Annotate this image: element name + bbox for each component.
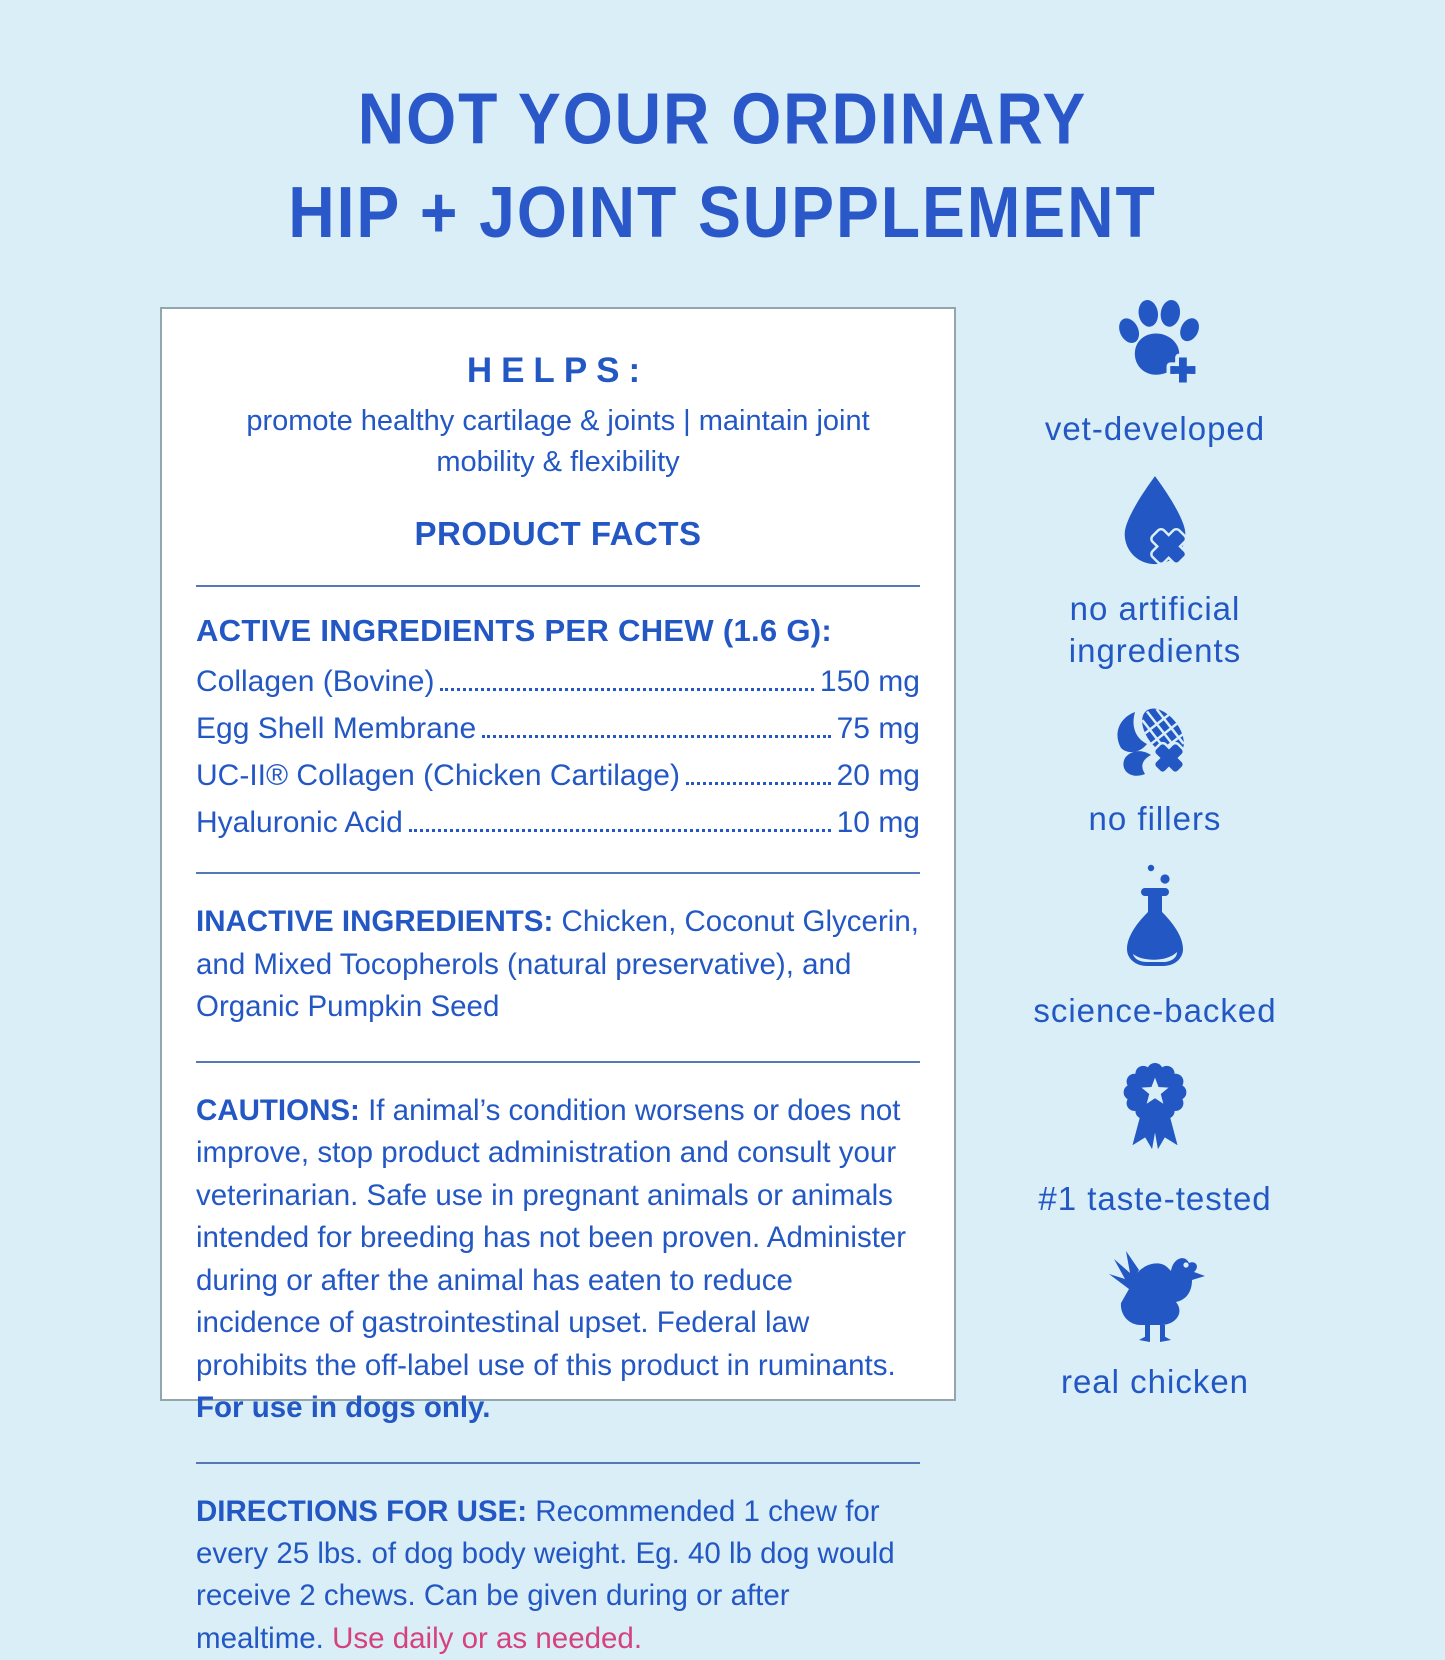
directions-text: Recommended 1 chew for every 25 lbs. of dog body weight. Eg. 40 lb dog would receive 2 chews. Can be given during or after mealtime. [196, 1495, 895, 1655]
directions-paragraph [196, 1491, 920, 1660]
divider [196, 872, 920, 874]
paw-plus-icon [1105, 298, 1205, 394]
inactive-ingredients-text: Chicken, Coconut Glycerin, and Mixed Tocopherols (natural preservative), and Organic Pumpkin Seed [196, 905, 919, 1023]
feature-label: #1 taste-tested [1038, 1178, 1271, 1219]
ingredient-name: UC-II® Collagen (Chicken Cartilage) [196, 759, 680, 793]
divider [196, 585, 920, 587]
product-facts-heading: PRODUCT FACTS [196, 515, 920, 553]
ingredient-row [196, 759, 920, 793]
divider [196, 1061, 920, 1063]
ingredient-value: 20 mg [837, 759, 920, 793]
ingredient-row [196, 712, 920, 746]
directions-highlight-text: Use daily or as needed. [332, 1622, 642, 1655]
droplet-x-icon [1111, 472, 1199, 574]
feature-vet-developed [1045, 298, 1265, 449]
feature-science-backed [1033, 862, 1276, 1031]
flask-icon [1105, 862, 1205, 976]
inactive-ingredients-paragraph [196, 901, 920, 1028]
ingredient-row [196, 806, 920, 840]
feature-column [985, 298, 1325, 1425]
helps-heading: HELPS: [196, 351, 920, 391]
ingredient-value: 150 mg [820, 665, 920, 699]
product-facts-panel [160, 307, 956, 1401]
ingredient-value: 75 mg [837, 712, 920, 746]
ingredient-name: Egg Shell Membrane [196, 712, 476, 746]
feature-label: no artificial ingredients [985, 588, 1325, 671]
feature-label: vet-developed [1045, 408, 1265, 449]
corn-x-icon [1105, 694, 1205, 784]
cautions-paragraph [196, 1090, 920, 1430]
dotted-leader [482, 735, 830, 738]
feature-no-artificial-ingredients [985, 472, 1325, 671]
feature-taste-tested [1038, 1054, 1271, 1219]
feature-label: no fillers [1089, 798, 1222, 839]
ingredient-value: 10 mg [837, 806, 920, 840]
directions-label: DIRECTIONS FOR USE: [196, 1495, 527, 1528]
cautions-bold-text: For use in dogs only. [196, 1391, 490, 1424]
inactive-ingredients-label: INACTIVE INGREDIENTS: [196, 905, 553, 938]
cautions-text: If animal’s condition worsens or does not improve, stop product administration and consult your veterinarian. Safe use in pregnant animals or animals intended for breeding has not been proven. Administer during or after the animal has eaten to reduce incidence of gastrointestinal upset. Federal law prohibits the off-label use of this product in ruminants. [196, 1094, 906, 1382]
ingredient-name: Collagen (Bovine) [196, 665, 434, 699]
chicken-icon [1099, 1243, 1211, 1347]
page-title-line1: NOT YOUR ORDINARY [29, 72, 1416, 166]
ingredient-row [196, 665, 920, 699]
dotted-leader [409, 829, 831, 832]
dotted-leader [440, 688, 813, 691]
feature-real-chicken [1061, 1243, 1249, 1402]
dotted-leader [686, 782, 831, 785]
helps-text: promote healthy cartilage & joints | maintain joint mobility & flexibility [218, 401, 898, 483]
award-ribbon-icon [1106, 1054, 1204, 1164]
divider [196, 1462, 920, 1464]
ingredient-name: Hyaluronic Acid [196, 806, 403, 840]
page-title-line2: HIP + JOINT SUPPLEMENT [29, 166, 1416, 260]
page-title [29, 72, 1416, 260]
feature-label: real chicken [1061, 1361, 1249, 1402]
active-ingredients-heading: ACTIVE INGREDIENTS PER CHEW (1.6 G): [196, 613, 920, 649]
feature-no-fillers [1089, 694, 1222, 839]
feature-label: science-backed [1033, 990, 1276, 1031]
cautions-label: CAUTIONS: [196, 1094, 360, 1127]
